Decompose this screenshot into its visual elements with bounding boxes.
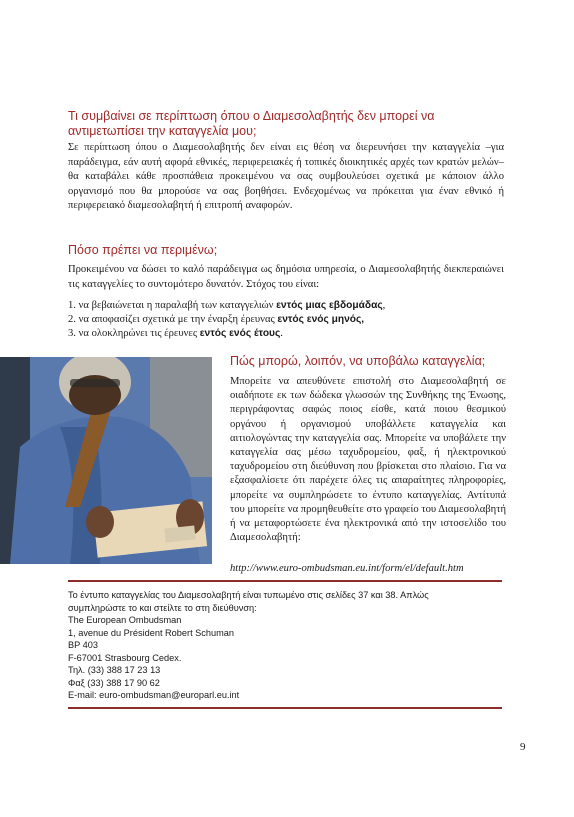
section-body-how-to-complain: Μπορείτε να απευθύνετε επιστολή στο Διαμεσολαβητή σε οιαδήποτε εκ των δώδεκα γλωσσών της Συνθήκης της Ένωσης, περιγράφοντας σαφώς ποιος είσθε, κατά ποιου θεσμικού οργάνου ή οργανισμού υποβάλλετε καταγγελία και αιτιολογώντας την καταγγελία σας. Μπορείτε να υποβάλετε την καταγγελία σας μέσω ταχυδρομείου, φαξ, ή ηλεκτρονικού ταχυδρομείου στη διεύθυνση που βρίσκεται στο πλαίσιο. Για να εξασφαλίσετε ότι παρέχετε όλες τις απαραίτητες πληροφορίες, μπορείτε να συμπληρώσετε το έντυπο καταγγελίας. Αντίτυπά του μπορείτε να προμηθευθείτε στο γραφείο του Διαμεσολαβητή ή να μεταφορτώσετε ένα ηλεκτρονικά από την ιστοσελίδο του Διαμεσολαβητή: [230,376,506,544]
list-item: 3. να ολοκληρώνει τις έρευνες εντός ενός έτους. [68,328,283,340]
phone-line: Τηλ. (33) 388 17 23 13 [68,665,161,675]
section-heading-cannot-handle: Τι συμβαίνει σε περίπτωση όπου ο Διαμεσολαβητής δεν μπορεί να αντιμετωπίσει την καταγγελία μου; [68,109,435,138]
address-line: 1, avenue du Président Robert Schuman [68,627,234,638]
section-heading-how-to-complain: Πώς μπορώ, λοιπόν, να υποβάλω καταγγελία; [230,354,486,368]
list-item: 1. να βεβαιώνεται η παραλαβή των καταγγελιών εντός μιας εβδομάδας, [68,300,386,311]
section-body-cannot-handle: Σε περίπτωση όπου ο Διαμεσολαβητής δεν είναι εις θέση να διερευνήσει την καταγγελία –για παράδειγμα, εάν αυτή αφορά εθνικές, περιφερειακές ή τοπικές διοικητικές αρχές των κρατών μελών– θα καταβάλει κάθε προσπάθεια προκειμένου να σας συμβουλεύσει σχετικά με κάποιον άλλο οργανισμό που θα μπορούσε να σας βοηθήσει. Ενδεχομένως να πρόκειται για έναν εθνικό ή περιφερειακό διαμεσολαβητή ή επιτροπή αναφορών. [68,142,504,211]
address-line: F-67001 Strasbourg Cedex. [68,652,182,663]
address-box [68,589,504,702]
address-box-intro: Το έντυπο καταγγελίας του Διαμεσολαβητή είναι τυπωμένο στις σελίδες 37 και 38. Απλώς συμπληρώστε το και στείλτε το στη διεύθυνση: [68,590,429,613]
box-top-rule [68,580,502,582]
address-line: BP 403 [68,640,98,650]
page-number: 9 [520,741,526,753]
section-heading-wait-time: Πόσο πρέπει να περιμένω; [68,243,218,257]
photo-illustration [0,357,212,564]
list-item: 2. να αποφασίζει σχετικά με την έναρξη έρευνας εντός ενός μηνός, [68,314,365,326]
photo-man-with-envelope [0,357,212,564]
box-bottom-rule [68,707,502,709]
targets-list [68,299,508,342]
fax-line: Φαξ (33) 388 17 90 62 [68,677,160,688]
address-line: The European Ombudsman [68,615,182,625]
section-body-wait-time: Προκειμένου να δώσει το καλό παράδειγμα ως δημόσια υπηρεσία, ο Διαμεσολαβητής διεκπεραιώνει τις καταγγελίες το συντομότερο δυνατόν. Στόχος του είναι: [68,264,504,290]
complaint-form-url-link[interactable]: http://www.euro-ombudsman.eu.int/form/el/default.htm [230,563,464,574]
email-line[interactable]: E-mail: euro-ombudsman@europarl.eu.int [68,690,240,700]
